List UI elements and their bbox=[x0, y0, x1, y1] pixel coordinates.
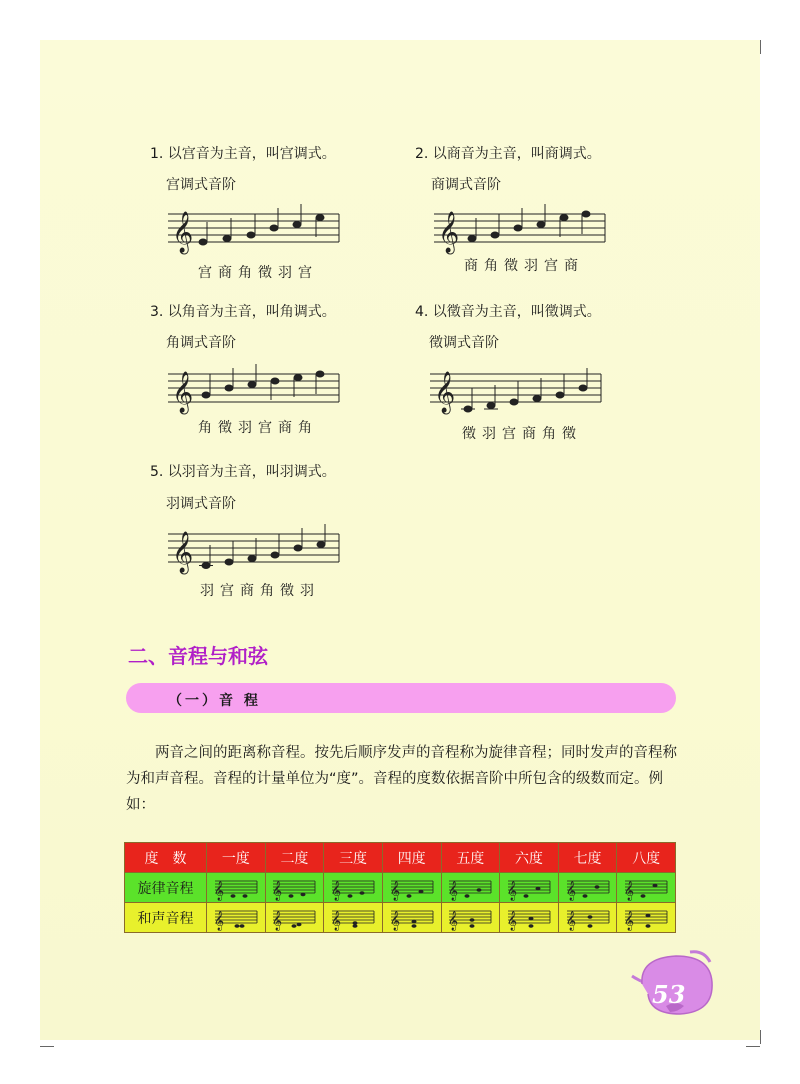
scale-label-gong: 宫调式音阶 bbox=[166, 177, 236, 193]
table-header-cell: 三度 bbox=[324, 843, 383, 873]
interval-table bbox=[124, 842, 676, 933]
section-title: 二、音程与和弦 bbox=[128, 644, 268, 668]
svg-text:𝄞: 𝄞 bbox=[272, 910, 283, 931]
svg-text:𝄞: 𝄞 bbox=[506, 880, 517, 901]
crop-mark bbox=[760, 40, 761, 54]
svg-text:𝄞: 𝄞 bbox=[434, 372, 456, 413]
table-header-cell: 七度 bbox=[558, 843, 617, 873]
row-label-melodic: 旋律音程 bbox=[125, 873, 207, 903]
subsection-title: （一）音 程 bbox=[168, 693, 261, 709]
melodic-seventh-notation bbox=[558, 873, 617, 903]
harmonic-interval-row bbox=[125, 903, 676, 933]
scale-label-yu: 羽调式音阶 bbox=[166, 496, 236, 512]
mode-heading-zhi: 4. 以徵音为主音，叫徵调式。 bbox=[415, 304, 601, 320]
crop-mark bbox=[760, 1030, 761, 1044]
harmonic-third-notation bbox=[324, 903, 383, 933]
svg-text:𝄞: 𝄞 bbox=[565, 880, 576, 901]
table-header-cell: 八度 bbox=[617, 843, 676, 873]
melodic-unison-notation bbox=[207, 873, 266, 903]
harmonic-second-notation bbox=[265, 903, 324, 933]
table-header-cell: 二度 bbox=[265, 843, 324, 873]
svg-text:𝄞: 𝄞 bbox=[331, 880, 342, 901]
melodic-sixth-notation bbox=[500, 873, 559, 903]
svg-text:𝄞: 𝄞 bbox=[389, 910, 400, 931]
svg-text:𝄞: 𝄞 bbox=[448, 880, 459, 901]
mode-heading-shang: 2. 以商音为主音，叫商调式。 bbox=[415, 146, 601, 162]
interval-definition-paragraph: 两音之间的距离称音程。按先后顺序发声的音程称为旋律音程；同时发声的音程称为和声音程。音程的计量单位为“度”。音程的度数依据音阶中所包含的级数而定。例如： bbox=[126, 745, 677, 813]
melodic-octave-notation bbox=[617, 873, 676, 903]
harmonic-fourth-notation bbox=[382, 903, 441, 933]
melodic-third-notation bbox=[324, 873, 383, 903]
svg-text:𝄞: 𝄞 bbox=[389, 880, 400, 901]
harmonic-octave-notation bbox=[617, 903, 676, 933]
melodic-fourth-notation bbox=[382, 873, 441, 903]
staff-zhi-scale bbox=[428, 360, 603, 420]
syllables-yu: 羽宫商角徵羽 bbox=[200, 583, 320, 599]
page-number: 53 bbox=[652, 980, 686, 1009]
mode-heading-yu: 5. 以羽音为主音，叫羽调式。 bbox=[150, 464, 336, 480]
table-header-cell: 度 数 bbox=[125, 843, 207, 873]
svg-text:𝄞: 𝄞 bbox=[448, 910, 459, 931]
staff-gong-scale bbox=[166, 200, 341, 260]
crop-mark bbox=[746, 1046, 760, 1047]
svg-text:𝄞: 𝄞 bbox=[331, 910, 342, 931]
mode-heading-jue: 3. 以角音为主音，叫角调式。 bbox=[150, 304, 336, 320]
syllables-shang: 商角徵羽宫商 bbox=[464, 258, 584, 274]
harmonic-seventh-notation bbox=[558, 903, 617, 933]
svg-text:𝄞: 𝄞 bbox=[213, 910, 224, 931]
harmonic-sixth-notation bbox=[500, 903, 559, 933]
melodic-second-notation bbox=[265, 873, 324, 903]
svg-text:𝄞: 𝄞 bbox=[624, 910, 635, 931]
syllables-jue: 角徵羽宫商角 bbox=[198, 420, 318, 436]
svg-text:𝄞: 𝄞 bbox=[624, 880, 635, 901]
table-header-cell: 六度 bbox=[500, 843, 559, 873]
scale-label-jue: 角调式音阶 bbox=[166, 335, 236, 351]
staff-shang-scale bbox=[432, 200, 607, 260]
row-label-harmonic: 和声音程 bbox=[125, 903, 207, 933]
harmonic-fifth-notation bbox=[441, 903, 500, 933]
scale-label-zhi: 徵调式音阶 bbox=[429, 335, 499, 351]
crop-mark bbox=[40, 1046, 54, 1047]
svg-text:𝄞: 𝄞 bbox=[506, 910, 517, 931]
svg-text:𝄞: 𝄞 bbox=[438, 212, 460, 253]
melodic-fifth-notation bbox=[441, 873, 500, 903]
harmonic-unison-notation bbox=[207, 903, 266, 933]
staff-yu-scale bbox=[166, 520, 341, 580]
melodic-interval-row bbox=[125, 873, 676, 903]
svg-text:𝄞: 𝄞 bbox=[213, 880, 224, 901]
syllables-gong: 宫商角徵羽宫 bbox=[198, 265, 318, 281]
svg-text:𝄞: 𝄞 bbox=[272, 880, 283, 901]
table-header-cell: 五度 bbox=[441, 843, 500, 873]
svg-text:𝄞: 𝄞 bbox=[172, 372, 194, 413]
svg-text:𝄞: 𝄞 bbox=[172, 532, 194, 573]
table-header-row bbox=[125, 843, 676, 873]
mode-heading-gong: 1. 以宫音为主音，叫宫调式。 bbox=[150, 146, 336, 162]
table-header-cell: 四度 bbox=[382, 843, 441, 873]
syllables-zhi: 徵羽宫商角徵 bbox=[462, 426, 582, 442]
svg-text:𝄞: 𝄞 bbox=[172, 212, 194, 253]
table-header-cell: 一度 bbox=[207, 843, 266, 873]
svg-text:𝄞: 𝄞 bbox=[565, 910, 576, 931]
scale-label-shang: 商调式音阶 bbox=[431, 177, 501, 193]
staff-jue-scale bbox=[166, 360, 341, 420]
